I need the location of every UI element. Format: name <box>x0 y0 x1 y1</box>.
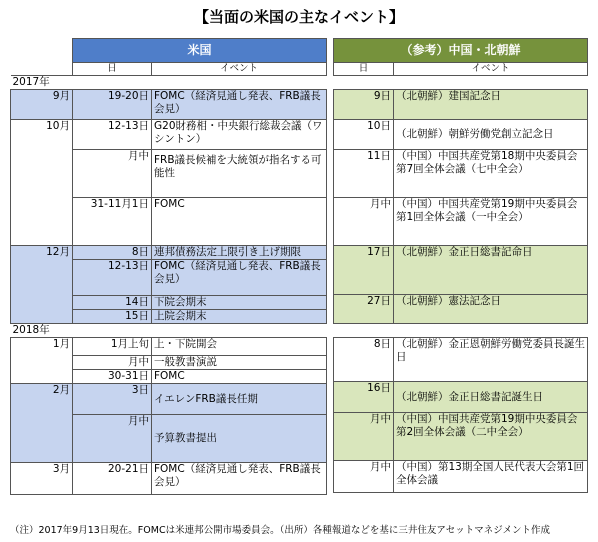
day-cell: 月中 <box>73 356 152 370</box>
day-cell: 31-11月1日 <box>73 198 152 246</box>
event-cell: 下院会期末 <box>152 296 327 310</box>
day-cell: 9日 <box>334 90 394 120</box>
day-cell: 月中 <box>334 461 394 493</box>
day-cell: 14日 <box>73 296 152 310</box>
month-cell: 2月 <box>11 384 73 463</box>
day-cell: 1月上旬 <box>73 338 152 356</box>
event-cell: FOMC（経済見通し発表、FRB議長会見） <box>152 90 327 120</box>
day-cell: 15日 <box>73 310 152 324</box>
day-cell: 月中 <box>73 415 152 463</box>
cn-header: （参考）中国・北朝鮮 <box>334 39 588 63</box>
day-cell: 17日 <box>334 246 394 295</box>
event-cell: 予算教書提出 <box>152 415 327 463</box>
event-cell: 連邦債務法定上限引き上げ期限 <box>152 246 327 260</box>
event-cell: （北朝鮮）憲法記念日 <box>394 295 588 324</box>
day-cell: 3日 <box>73 384 152 415</box>
event-column-header: イベント <box>152 63 327 76</box>
day-cell: 8日 <box>73 246 152 260</box>
event-cell: （北朝鮮）朝鮮労働党創立記念日 <box>394 120 588 150</box>
day-cell: 20-21日 <box>73 463 152 495</box>
month-cell: 3月 <box>11 463 73 495</box>
event-cell: （中国）中国共産党第18期中央委員会第7回全体会議（七中全会） <box>394 150 588 198</box>
year-label: 2017年 <box>11 76 327 90</box>
footnote: （注）2017年9月13日現在。FOMCは米連邦公開市場委員会。（出所）各種報道などを基に三井住友アセットマネジメント作成 <box>10 525 550 536</box>
event-cell: G20財務相・中央銀行総裁会議（ワシントン） <box>152 120 327 150</box>
day-cell: 12-13日 <box>73 120 152 150</box>
day-cell: 月中 <box>73 150 152 198</box>
page-title: 【当面の米国の主なイベント】 <box>193 8 404 26</box>
event-cell: イエレンFRB議長任期 <box>152 384 327 415</box>
event-cell: （北朝鮮）金正日総書記誕生日 <box>394 382 588 413</box>
month-cell: 9月 <box>11 90 73 120</box>
event-cell: FOMC <box>152 198 327 246</box>
event-cell: （北朝鮮）金正日総書記命日 <box>394 246 588 295</box>
event-cell: FOMC（経済見通し発表、FRB議長会見） <box>152 260 327 296</box>
event-cell: 上院会期末 <box>152 310 327 324</box>
day-cell: 10日 <box>334 120 394 150</box>
day-cell: 16日 <box>334 382 394 413</box>
event-cell: （北朝鮮）建国記念日 <box>394 90 588 120</box>
event-cell: FOMC（経済見通し発表、FRB議長会見） <box>152 463 327 495</box>
event-column-header: イベント <box>394 63 588 76</box>
us-events-table <box>10 38 327 495</box>
day-cell: 12-13日 <box>73 260 152 296</box>
event-cell: （中国）第13期全国人民代表大会第1回全体会議 <box>394 461 588 493</box>
event-cell: FRB議長候補を大統領が指名する可能性 <box>152 150 327 198</box>
day-column-header: 日 <box>334 63 394 76</box>
event-cell: 一般教書演説 <box>152 356 327 370</box>
event-cell: FOMC <box>152 370 327 384</box>
us-header: 米国 <box>73 39 327 63</box>
month-cell: 1月 <box>11 338 73 384</box>
month-cell: 10月 <box>11 120 73 246</box>
cn-nk-events-table <box>333 38 588 493</box>
day-column-header: 日 <box>73 63 152 76</box>
event-cell: （中国）中国共産党第19期中央委員会第1回全体会議（一中全会） <box>394 198 588 246</box>
day-cell: 19-20日 <box>73 90 152 120</box>
day-cell: 27日 <box>334 295 394 324</box>
day-cell: 11日 <box>334 150 394 198</box>
month-cell: 12月 <box>11 246 73 324</box>
day-cell: 30-31日 <box>73 370 152 384</box>
day-cell: 月中 <box>334 198 394 246</box>
event-cell: 上・下院開会 <box>152 338 327 356</box>
day-cell: 8日 <box>334 338 394 382</box>
year-label: 2018年 <box>11 324 327 338</box>
day-cell: 月中 <box>334 413 394 461</box>
event-cell: （北朝鮮）金正恩朝鮮労働党委員長誕生日 <box>394 338 588 382</box>
event-cell: （中国）中国共産党第19期中央委員会第2回全体会議（二中全会） <box>394 413 588 461</box>
